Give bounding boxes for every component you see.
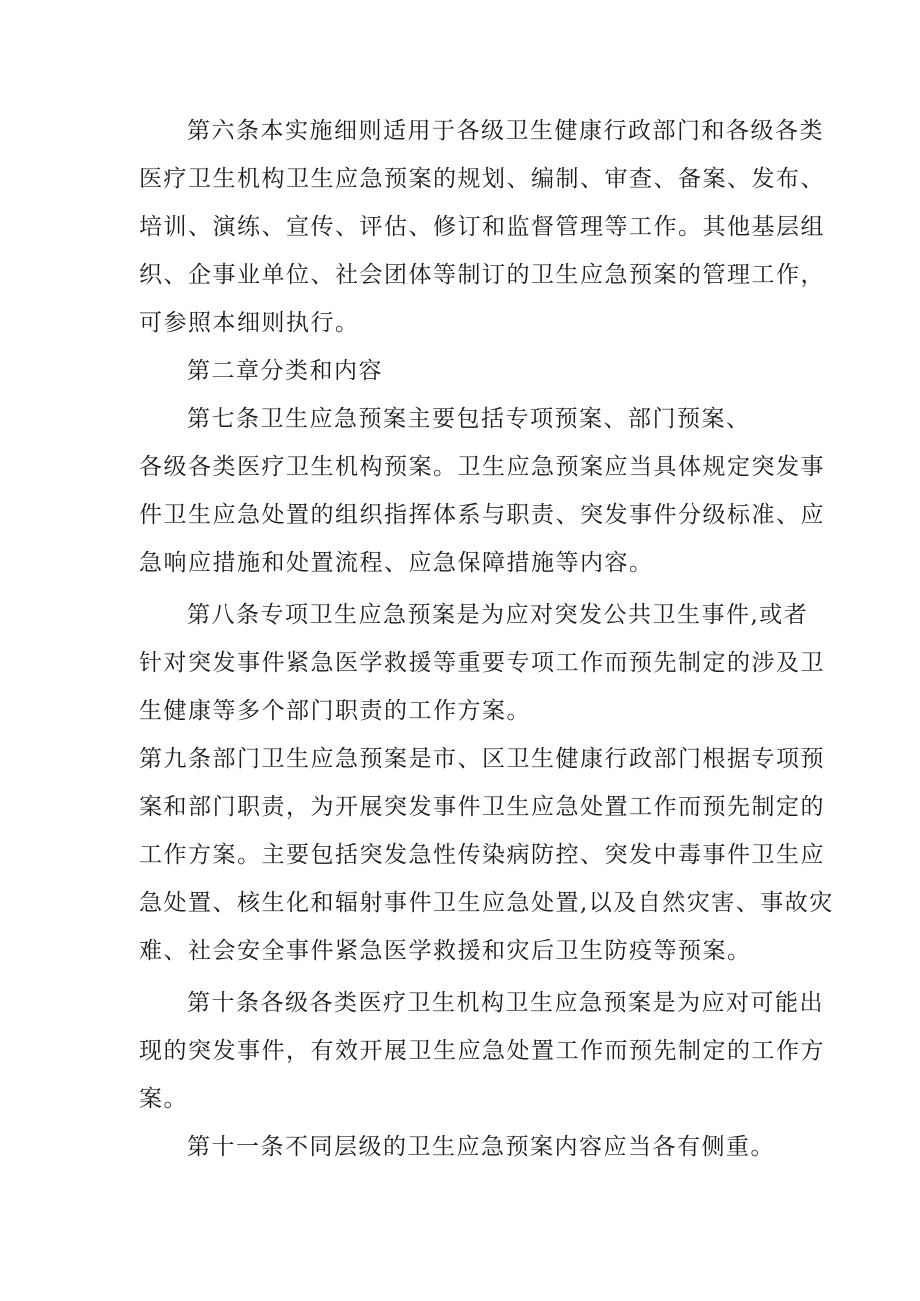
article-9-line-1: 第九条部门卫生应急预案是市、区卫生健康行政部门根据专项预 (139, 746, 825, 772)
article-6-line-3: 培训、演练、宣传、评估、修订和监督管理等工作。其他基层组 (139, 214, 825, 240)
article-7-line-4: 急响应措施和处置流程、应急保障措施等内容。 (139, 550, 654, 576)
article-7-line-3: 件卫生应急处置的组织指挥体系与职责、突发事件分级标准、应 (139, 502, 825, 528)
chapter-2-heading: 第二章分类和内容 (187, 358, 383, 384)
article-8-line-2: 针对突发事件紧急医学救援等重要专项工作而预先制定的涉及卫 (139, 650, 825, 676)
article-7-line-2: 各级各类医疗卫生机构预案。卫生应急预案应当具体规定突发事 (139, 454, 825, 480)
article-9-line-5: 难、社会安全事件紧急医学救援和灾后卫生防疫等预案。 (139, 938, 752, 964)
article-9-line-4: 急处置、核生化和辐射事件卫生应急处置,以及自然灾害、事故灾 (139, 890, 834, 916)
article-6-line-4: 织、企事业单位、社会团体等制订的卫生应急预案的管理工作， (139, 262, 825, 288)
article-11-line-1: 第十一条不同层级的卫生应急预案内容应当各有侧重。 (187, 1134, 775, 1160)
article-8-line-1: 第八条专项卫生应急预案是为应对突发公共卫生事件,或者 (187, 602, 809, 628)
article-7-line-1: 第七条卫生应急预案主要包括专项预案、部门预案、 (187, 406, 751, 432)
article-8-line-3: 生健康等多个部门职责的工作方案。 (139, 698, 531, 724)
article-10-line-1: 第十条各级各类医疗卫生机构卫生应急预案是为应对可能出 (187, 990, 824, 1016)
article-6-line-1: 第六条本实施细则适用于各级卫生健康行政部门和各级各类 (187, 118, 824, 144)
article-6-line-5: 可参照本细则执行。 (139, 310, 360, 336)
article-9-line-2: 案和部门职责，为开展突发事件卫生应急处置工作而预先制定的 (139, 794, 825, 820)
article-9-line-3: 工作方案。主要包括突发急性传染病防控、突发中毒事件卫生应 (139, 842, 825, 868)
article-10-line-2: 现的突发事件，有效开展卫生应急处置工作而预先制定的工作方 (139, 1038, 825, 1064)
article-10-line-3: 案。 (139, 1086, 188, 1112)
article-6-line-2: 医疗卫生机构卫生应急预案的规划、编制、审查、备案、发布、 (139, 166, 825, 192)
